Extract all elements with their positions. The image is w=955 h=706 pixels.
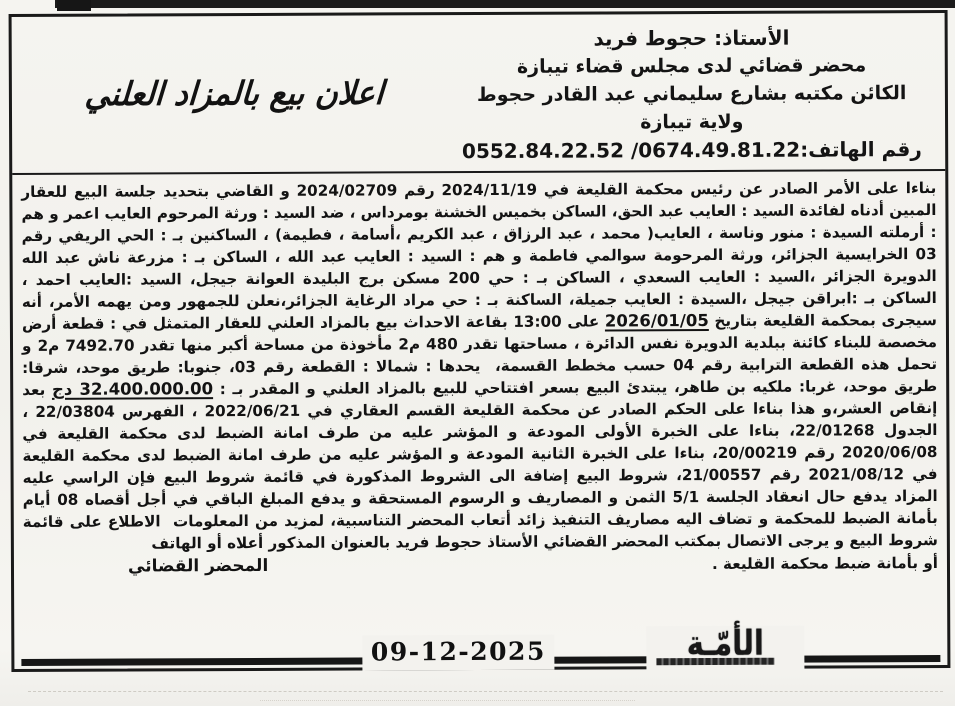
bailiff-phone: رقم الهاتف:0674.49.81.22/ 0552.84.22.52	[461, 137, 922, 164]
publication-date: 09-12-2025	[362, 635, 554, 671]
bailiff-wilaya: ولاية تيبازة	[640, 110, 744, 134]
bailiff-identity-block	[438, 13, 945, 171]
next-content-divider	[28, 691, 943, 692]
top-crop-strip-mark	[57, 0, 91, 11]
bailiff-address: الكائن مكتبه بشارع سليماني عبد القادر حجوط	[476, 82, 907, 107]
signature-title: المحضر القضائي	[127, 555, 269, 577]
notice-title: اعلان بيع بالمزاد العلني	[83, 74, 385, 114]
next-content-divider-faint	[260, 700, 635, 701]
opening-price-value: 32.400.000.00 دج	[51, 379, 214, 399]
notice-header	[12, 13, 946, 175]
closing-text: أو بأمانة ضبط محكمة القليعة .	[711, 554, 939, 573]
bailiff-role: محضر قضائي لدى مجلس قضاء تيبازة	[516, 54, 867, 78]
body-segment: بعد إنقاص العشر،و هذا بناءا على الحكم الصادر عن محكمة القليعة القسم العقاري في 2022/06/21 ، الفهرس 22/03804 ، الجدول 22/01268، بناءا على الخبرة الأولى المودعة و المؤشر عليه من طرف امانة الضبط لدى محكمة القليعة في 2020/06/08 رقم 20/00219، بناءا على الخبرة الثانية المودعة و المؤشر عليه من طرف امانة الضبط لدى محكمة القليعة في 2021/08/12 رقم 21/00557، شروط البيع إضافة الى الشروط المذكورة في قائمة شروط البيع فإن الراسي عليه المزاد يدفع حال انعقاد الجلسة 5/1 الثمن و المصاريف و الرسوم المستحقة و يدفع المبلغ الباقي في أجل أقصاه 08 أيام بأمانة الضبط للمحكمة و تضاف اليه مصاريف التنفيذ زائد أتعاب المحضر التناسبية، لمزيد من المعلومات الاطلاع على قائمة شروط البيع و يرجى الاتصال بمكتب المحضر القضائي الأستاذ حجوط فريد بالعنوان المذكور أعلاه أو الهاتف	[16, 380, 938, 553]
notice-title-block	[12, 15, 439, 173]
notice-frame	[9, 10, 951, 672]
closing-row	[14, 551, 947, 579]
newspaper-logo	[646, 622, 804, 672]
bailiff-name: الأستاذ: حجوط فريد	[593, 25, 790, 51]
notice-body	[12, 171, 947, 555]
top-crop-strip	[55, 0, 955, 8]
auction-date-value: 2026/01/05	[604, 310, 709, 331]
body-segment: بناءا على الأمر الصادر عن رئيس محكمة القليعة في 2024/11/19 رقم 2024/02709 و القاضي بتحديد جلسة البيع للعقار المبين أدناه لفائدة السيد : العايب عبد الحق، الساكن بخميس الخشنة بومرداس ، ضد السيد : ورثة المرحوم العايب اعمر و هم : أرملته السيدة : منور وناسة ، العايب( محمد ، عبد الرزاق ، عبد الكريم ،أسامة ، فطيمة) ، الساكنين بـ : الحي الريفي رقم 03 الخرايسية الجزائر، ورثة المرحومة سوالمي فاطمة و هم : السيد : العايب عبد الله ، الساكن بـ : مزرعة ناش عبد الله الدويرة الجزائر ،السيد : العايب السعدي ، الساكن بـ : حي 200 مسكن برج البليدة العوانة جيجل، السيد :العايب احمد ، الساكن بـ :ابراقن جيجل ،السيدة : العايب جميلة، الساكنة بـ : حي مراد الرغاية الجزائر،نعلن للجمهور ومن يهمه الأمر، أنه سيجرى بمحكمة القليعة بتاريخ	[16, 179, 937, 330]
body-segment: على 13:00 بقاعة الاحداث بيع بالمزاد العلني للعقار المتمثل في : قطعة أرض مخصصة للبناء كائنة ببلدية الدويرة نفس الدائرة ، مساحتها تقدر 480 م2 مأخوذة من مساحة أكبر منها تقدر 7492.70 م2 و تحمل هذه القطعة الترابية رقم 04 حسب مخطط القسمة، يحدها : شمالا : القطعة رقم 03، جنوبا: طريق موحد، شرقا: طريق موحد، غربا: ملكيه بن طاهر، يبتدئ البيع بسعر افتتاحي للبيع بالمزاد العلني و المقدر بـ :	[16, 312, 938, 399]
newspaper-logo-text: الأمّـة	[686, 622, 765, 664]
